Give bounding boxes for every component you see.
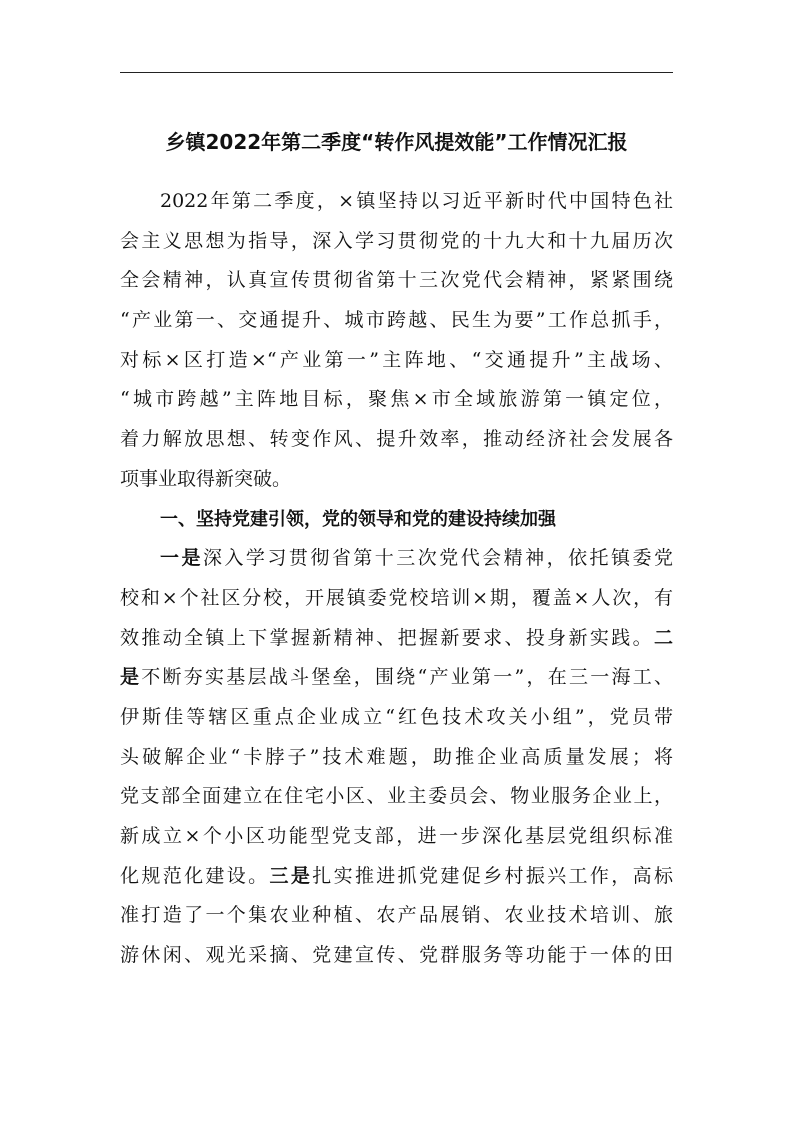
paragraph-line: 校和×个社区分校，开展镇委党校培训×期，覆盖×人次，有 <box>120 586 673 609</box>
paragraph-line: 头破解企业“卡脖子”技术难题，助推企业高质量发展；将 <box>120 745 673 768</box>
intro-line: 着力解放思想、转变作风、提升效率，推动经济社会发展各 <box>120 428 673 451</box>
document-body <box>120 182 673 976</box>
header-rule <box>120 72 673 73</box>
intro-line: “城市跨越”主阵地目标，聚焦×市全域旅游第一镇定位， <box>120 388 673 411</box>
paragraph-line: 伊斯佳等辖区重点企业成立“红色技术攻关小组”，党员带 <box>120 705 673 728</box>
paragraph-line: 游休闲、观光采摘、党建宣传、党群服务等功能于一体的田 <box>120 944 673 967</box>
paragraph-line <box>120 857 673 897</box>
intro-line: 项事业取得新突破。 <box>120 467 292 490</box>
intro-line: “产业第一、交通提升、城市跨越、民生为要”工作总抓手， <box>120 309 673 332</box>
line-text: 不断夯实基层战斗堡垒，围绕“产业第一”，在三一海工、 <box>141 666 673 689</box>
intro-line: 对标×区打造×“产业第一”主阵地、“交通提升”主战场、 <box>120 348 673 371</box>
section-heading: 一、坚持党建引领，党的领导和党的建设持续加强 <box>160 508 556 530</box>
intro-line: 全会精神，认真宣传贯彻省第十三次党代会精神，紧紧围绕 <box>120 269 673 292</box>
enumeration-marker: 二 <box>653 626 673 649</box>
line-text: 效推动全镇上下掌握新精神、把握新要求、投身新实践。 <box>120 626 654 649</box>
intro-line: 2022年第二季度，×镇坚持以习近平新时代中国特色社 <box>160 190 673 212</box>
intro-line: 会主义思想为指导，深入学习贯彻党的十九大和十九届历次 <box>120 229 673 252</box>
paragraph-line <box>120 619 673 659</box>
line-text: 扎实推进抓党建促乡村振兴工作，高标 <box>312 864 673 887</box>
paragraph-line: 准打造了一个集农业种植、农产品展销、农业技术培训、旅 <box>120 904 673 927</box>
document-title: 乡镇2022年第二季度“转作风提效能”工作情况汇报 <box>165 130 628 154</box>
enumeration-marker: 一是 <box>160 547 203 570</box>
paragraph-line <box>120 539 673 579</box>
paragraph-line <box>120 658 673 698</box>
enumeration-marker: 是 <box>120 666 142 689</box>
line-text: 化规范化建设。 <box>120 864 270 887</box>
paragraph-line: 新成立×个小区功能型党支部，进一步深化基层党组织标准 <box>120 825 673 847</box>
enumeration-marker: 三是 <box>269 864 313 887</box>
line-text: 深入学习贯彻省第十三次党代会精神，依托镇委党 <box>202 547 673 570</box>
paragraph-line: 党支部全面建立在住宅小区、业主委员会、物业服务企业上， <box>120 785 673 808</box>
